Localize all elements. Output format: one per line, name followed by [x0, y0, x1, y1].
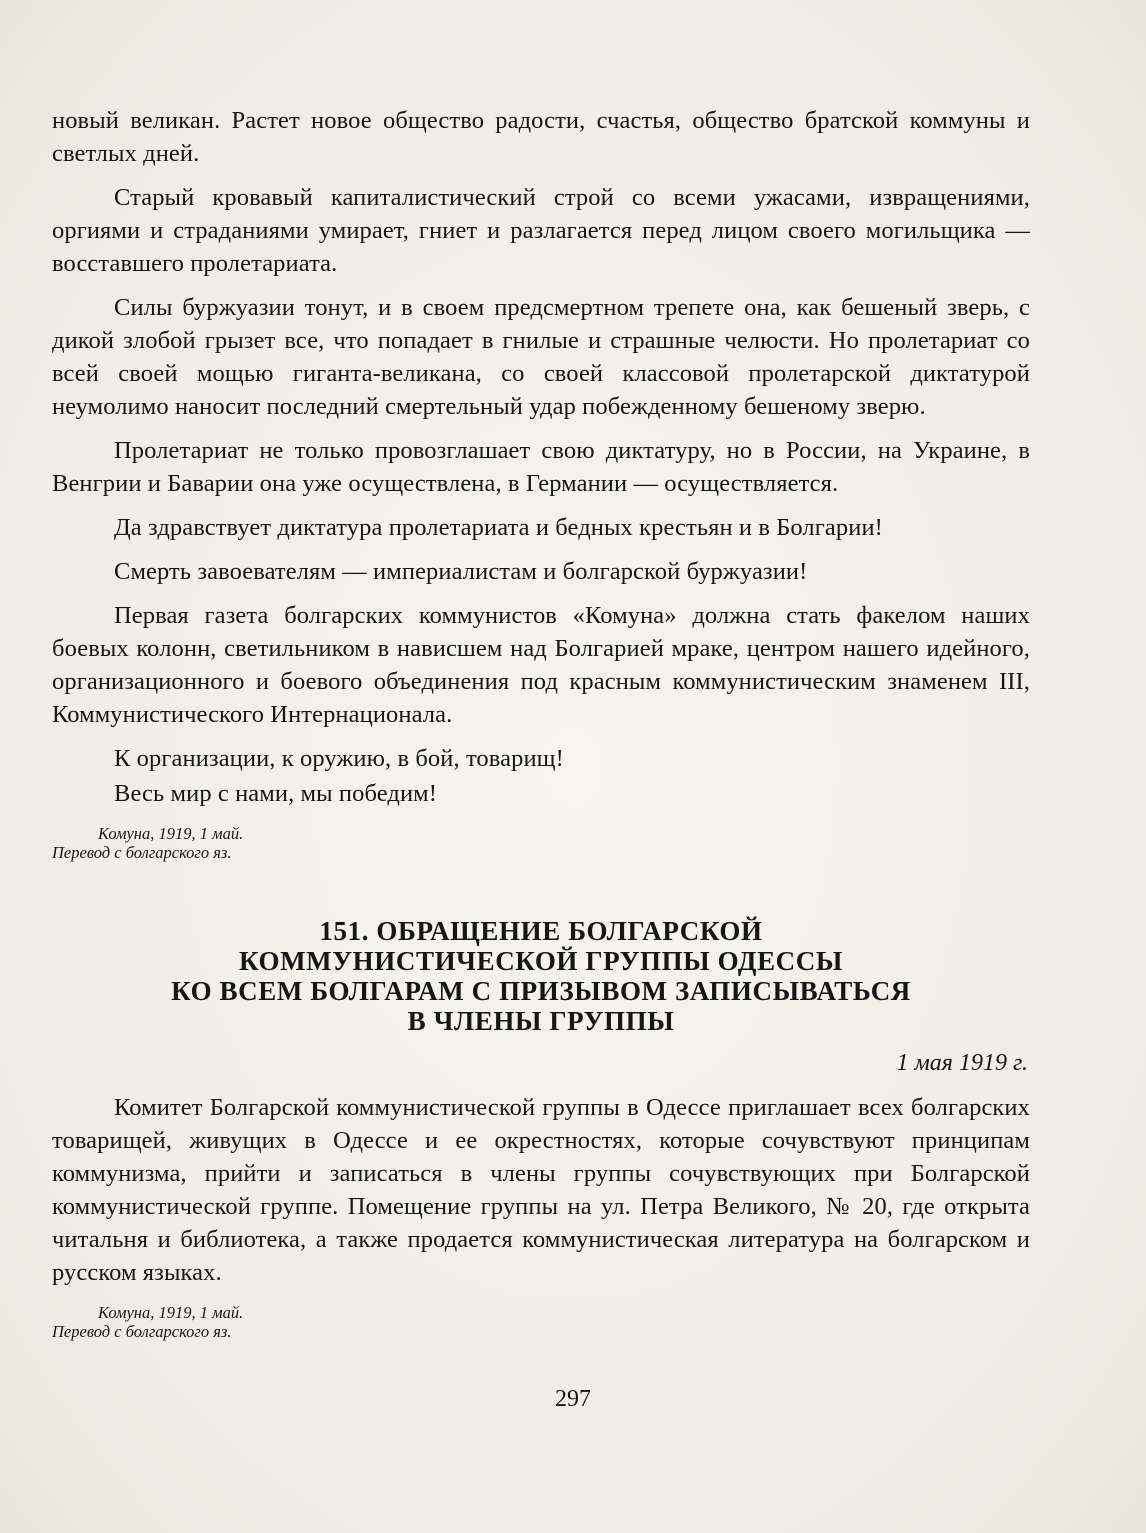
title-line: КОММУНИСТИЧЕСКОЙ ГРУППЫ ОДЕССЫ	[238, 946, 843, 976]
document-body	[52, 1091, 1030, 1341]
source-line: Комуна, 1919, 1 май.	[98, 824, 244, 843]
page-number: 297	[555, 1386, 591, 1412]
paragraph: Пролетариат не только провозглашает свою диктатуру, но в России, на Украине, в Венгрии и Баварии она уже осуществлена, в Германии — осуществляется.	[52, 437, 1030, 497]
source-line: Комуна, 1919, 1 май.	[98, 1303, 244, 1322]
source-citation	[52, 824, 1030, 862]
paragraph: К организации, к оружию, в бой, товарищ!	[114, 745, 564, 772]
title-line: В ЧЛЕНЫ ГРУППЫ	[407, 1006, 675, 1036]
title-line: КО ВСЕМ БОЛГАРАМ С ПРИЗЫВОМ ЗАПИСЫВАТЬСЯ	[171, 976, 911, 1006]
document-title	[52, 916, 1030, 1036]
paragraph: Первая газета болгарских коммунистов «Комуна» должна стать факелом наших боевых колонн, светильником в нависшем над Болгарией мраке, центром нашего идейного, организационного и боевого объединения под красным коммунистическим знаменем III, Коммунистического Интернационала.	[52, 602, 1030, 728]
paragraph: Смерть завоевателям — империалистам и болгарской буржуазии!	[114, 558, 808, 585]
source-line: Перевод с болгарского яз.	[52, 1322, 232, 1341]
paragraph: Комитет Болгарской коммунистической группы в Одессе приглашает всех болгарских товарищей, живущих в Одессе и ее окрестностях, которые сочувствуют принципам коммунизма, прийти и записаться в члены группы сочувствующих при Болгарской коммунистической группе. Помещение группы на ул. Петра Великого, № 20, где открыта читальня и библиотека, а также продается коммунистическая литература на болгарском и русском языках.	[52, 1094, 1030, 1286]
paragraph: Да здравствует диктатура пролетариата и бедных крестьян и в Болгарии!	[114, 514, 883, 541]
document-date: 1 мая 1919 г.	[896, 1050, 1028, 1076]
title-line: 151. ОБРАЩЕНИЕ БОЛГАРСКОЙ	[319, 916, 763, 946]
source-line: Перевод с болгарского яз.	[52, 843, 232, 862]
paragraph: новый великан. Растет новое общество радости, счастья, общество братской коммуны и светлых дней.	[52, 107, 1030, 167]
paragraph: Весь мир с нами, мы победим!	[114, 780, 438, 807]
paragraph: Старый кровавый капиталистический строй со всеми ужасами, извращениями, оргиями и страданиями умирает, гниет и разлагается перед лицом своего могильщика — восставшего пролетариата.	[52, 184, 1030, 277]
previous-document-ending	[52, 104, 1030, 862]
source-citation	[52, 1303, 1030, 1341]
paragraph: Силы буржуазии тонут, и в своем предсмертном трепете она, как бешеный зверь, с дикой злобой грызет все, что попадает в гнилые и страшные челюсти. Но пролетариат со всей своей мощью гиганта-великана, со своей классовой пролетарской диктатурой неумолимо наносит последний смертельный удар побежденному бешеному зверю.	[52, 294, 1030, 420]
